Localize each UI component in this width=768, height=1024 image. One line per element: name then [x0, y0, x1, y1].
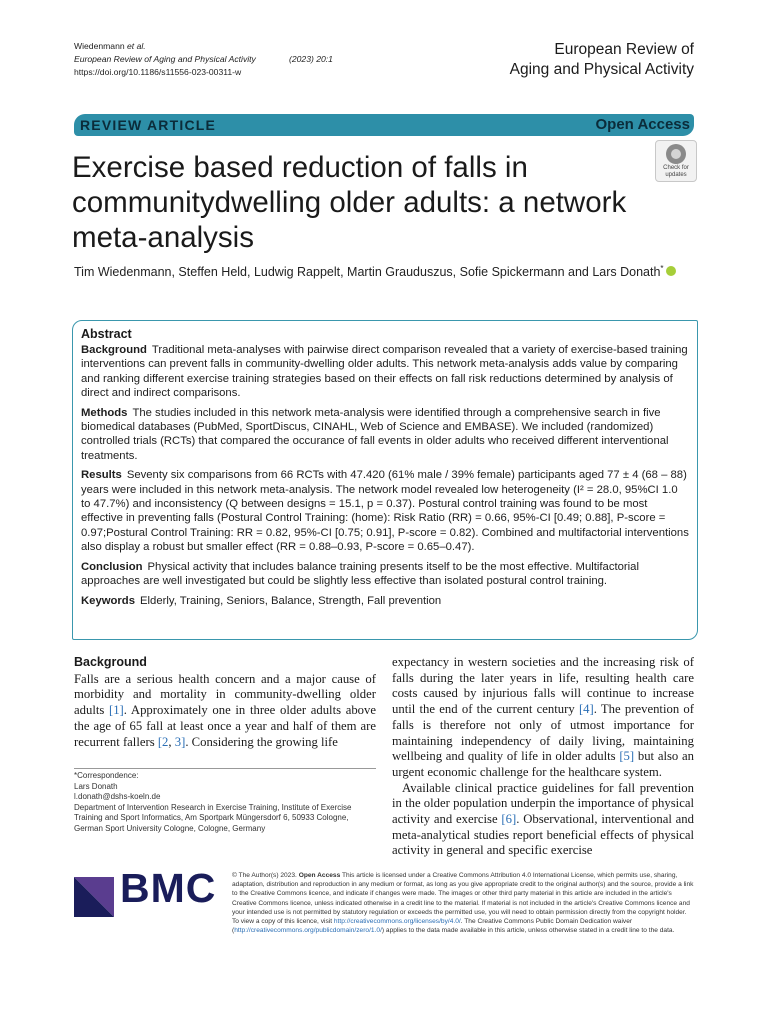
left-p1-text-c: . Considering the growing life — [185, 734, 338, 749]
correspondence-affiliation: Department of Intervention Research in Exercise Training, Institute of Exercise Training and Sport Informatics, Am Sportpark Müngersdorf 6, 50933 Cologne, German Sport University Cologne, Cologne, Germany — [74, 802, 352, 833]
right-paragraph-2 — [392, 781, 694, 860]
license-part-c: ) applies to the data made available in this article, unless otherwise stated in a credit line to the data. — [381, 927, 675, 935]
correspondence-label: *Correspondence: — [74, 771, 139, 780]
abstract-methods — [81, 406, 689, 464]
license-part-b: . The Creative Commons Public Domain Dedication waiver ( — [232, 918, 633, 935]
citation-link[interactable]: [5] — [619, 749, 635, 764]
article-type-label: REVIEW ARTICLE — [80, 117, 217, 133]
copyright: © The Author(s) 2023. — [232, 872, 297, 879]
correspondence-note — [74, 771, 376, 835]
citation-link[interactable]: 3] — [174, 734, 186, 749]
citation-link[interactable]: [6] — [501, 812, 517, 827]
left-paragraph-1 — [74, 672, 376, 751]
authors-text: Tim Wiedenmann, Steffen Held, Ludwig Rappelt, Martin Grauduszus, Sofie Spickermann and Lars Donath — [74, 265, 661, 280]
article-title: Exercise based reduction of falls in communitydwelling older adults: a network meta-analysis — [72, 151, 627, 254]
section-heading-background: Background — [74, 655, 147, 669]
footnote-divider — [74, 768, 376, 769]
abstract-box — [72, 320, 698, 640]
abstract-conclusion-text: Physical activity that includes balance training presents itself to be the most effective. Multifactorial approaches are well investigated but could be slightly less effective than isolated postural control training. — [81, 560, 639, 588]
abstract-keywords-text: Elderly, Training, Seniors, Balance, Strength, Fall prevention — [140, 594, 442, 607]
correspondence-email[interactable]: l.donath@dshs-koeln.de — [74, 792, 161, 802]
left-p1-text-b: . Approximately one in three older adults above the age of 65 fall at least once a year and half of them are recurrent fallers — [74, 703, 376, 749]
abstract-methods-label: Methods — [81, 406, 128, 419]
abstract-background-text: Traditional meta-analyses with pairwise direct comparison revealed that a variety of exercise-based training interventions can prevent falls in community-dwelling older adults. This network meta-analysis adds value by comparing and ranking different exercise training strategies based on their effects on fall risk reductions determined by analysis of direct and indirect comparisons. — [81, 344, 688, 400]
badge-line-1: Check for — [663, 165, 689, 171]
header-authors: Wiedenmann — [74, 41, 125, 51]
right-p2-text-b: . Observational, interventional and meta-analytical studies report beneficial effects of physical activity in general and specific exercise — [392, 812, 694, 858]
header-volume: (2023) 20:1 — [289, 54, 333, 64]
right-p1-text-b: . The prevention of falls is therefore not only of utmost importance for maintaining independency of daily living, maintaining wellbeing and quality of life in older adults — [392, 702, 695, 764]
article-type-banner — [74, 114, 694, 136]
header-etal: et al. — [127, 41, 146, 51]
badge-line-2: updates — [665, 171, 687, 178]
header-doi[interactable]: https://doi.org/10.1186/s11556-023-00311-w — [74, 67, 242, 77]
right-p2-text-a: Available clinical practice guidelines for fall prevention in the older population underpin the importance of physical activity and exercise — [392, 780, 694, 827]
right-paragraph-1 — [392, 655, 694, 781]
open-access-label: Open Access — [595, 116, 690, 133]
citation-link[interactable]: [2 — [157, 734, 169, 749]
license-open-access: Open Access — [298, 872, 341, 879]
abstract-background — [81, 343, 689, 401]
left-p1-text-a: Falls are a serious health concern and a major cause of morbidity and mortality in community-dwelling older adults — [74, 671, 376, 718]
abstract-keywords — [81, 594, 689, 608]
abstract-keywords-label: Keywords — [81, 594, 135, 607]
running-header — [74, 40, 333, 79]
journal-title — [510, 40, 694, 80]
author-list — [74, 264, 694, 279]
cc-zero-link[interactable]: http://creativecommons.org/publicdomain/zero/1.0/ — [234, 927, 382, 935]
cc-by-link[interactable]: http://creativecommons.org/licenses/by/4.0/ — [333, 918, 461, 926]
body-right-column — [392, 655, 694, 859]
license-text — [232, 871, 694, 935]
abstract-results — [81, 468, 689, 554]
bmc-logo-mark — [74, 877, 114, 917]
orcid-icon[interactable] — [666, 266, 676, 276]
abstract-background-label: Background — [81, 344, 147, 356]
abstract-results-label: Results — [81, 469, 122, 482]
journal-title-line-1: European Review of — [554, 41, 694, 58]
check-for-updates-badge[interactable] — [655, 140, 697, 182]
abstract-results-text: Seventy six comparisons from 66 RCTs with 47.420 (61% male / 39% female) participants aged 77 ± 4 (68 – 88) years were included in this network meta-analysis. The network model revealed low heterogeneity (I² = 28.0, 95%CI 1.0 to 47.7%) and inconsistency (Q between designs = 15.1, p = 0.37). Postural control training was found to be most effective in preventing falls (Postural Control Training: (home): Risk Ratio (RR) = 0.66, 95%-CI [0.49; 0.88], P-score = 0.97;Postural Control Training: RR = 0.82, 95%-CI [0.75; 0.91], P-score = 0.82). Combined and multifactorial interventions also display a robust but smaller effect (RR = 0.88–0.93, P-score = 0.65–0.47). — [81, 469, 689, 554]
abstract-conclusion — [81, 560, 689, 589]
right-p1-text-c: but also an urgent economic challenge for the healthcare system. — [392, 749, 694, 779]
citation-separator: , — [168, 734, 175, 749]
license-part-a: This article is licensed under a Creative Commons Attribution 4.0 International License, which permits use, sharing, adaptation, distribution and reproduction in any medium or format, as long as you give appropriate credit to the original author(s) and the source, provide a link to the Creative Commons licence, and indicate if changes were made. The images or other third party material in this article are included in the article's Creative Commons licence, unless indicated otherwise in a credit line to the material. If material is not included in the article's Creative Commons licence and your intended use is not permitted by statutory regulation or exceeds the permitted use, you will need to obtain permission directly from the copyright holder. To view a copy of this licence, visit — [232, 872, 694, 926]
citation-link[interactable]: [4] — [578, 702, 594, 717]
right-p1-text-a: expectancy in western societies and the increasing risk of falls during the later years in life, resulting health care costs caused by injurious falls will continue to increase until the end of the current century — [392, 655, 694, 717]
corresponding-mark: * — [660, 264, 664, 273]
abstract-conclusion-label: Conclusion — [81, 560, 143, 573]
check-updates-icon — [666, 144, 686, 164]
journal-title-line-2: Aging and Physical Activity — [509, 61, 694, 78]
bmc-logo-text: BMC — [120, 865, 217, 911]
correspondence-name: Lars Donath — [74, 781, 118, 791]
citation-link[interactable]: [1] — [108, 703, 124, 718]
abstract-methods-text: The studies included in this network meta-analysis were identified through a comprehensive search in five biomedical databases (PubMed, SportDiscus, CINAHL, Web of Science and EMBASE). We included (randomized) controlled trials (RCTs) that compared the occurance of fall events in older adults who received different interventional treatments. — [81, 406, 669, 462]
body-left-column — [74, 655, 376, 750]
header-journal: European Review of Aging and Physical Activity — [74, 54, 256, 64]
abstract-heading: Abstract — [81, 327, 132, 341]
